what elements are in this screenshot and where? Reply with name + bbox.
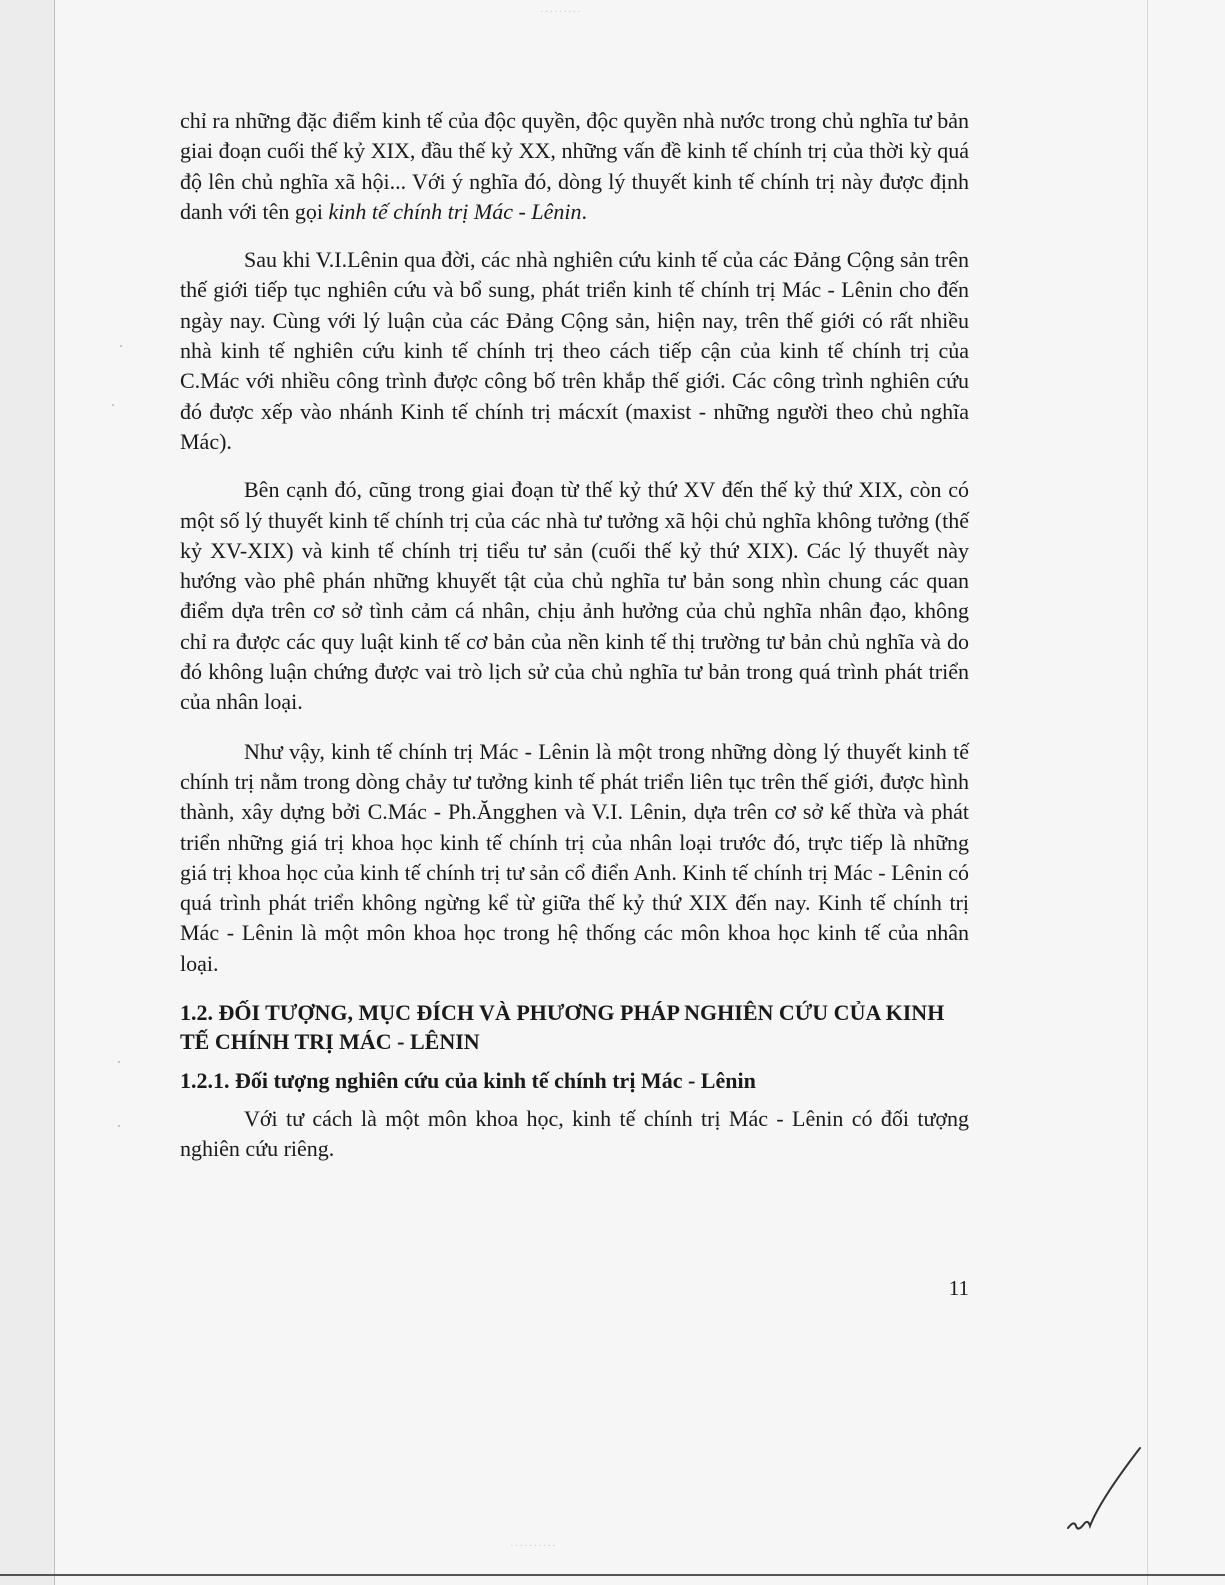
scan-mark-left: · bbox=[118, 336, 124, 356]
paragraph-other-theories: Bên cạnh đó, cũng trong giai đoạn từ thế kỷ thứ XV đến thế kỷ thứ XIX, còn có một số lý thuyết kinh tế chính trị của các nhà tư tưởng xã hội chủ nghĩa không tưởng (thế kỷ XV-XIX) và kinh tế chính trị tiểu tư sản (cuối thế kỷ thứ XIX). Các lý thuyết này hướng vào phê phán những khuyết tật của chủ nghĩa tư bản song nhìn chung các quan điểm dựa trên cơ sở tình cảm cá nhân, chịu ảnh hưởng của chủ nghĩa nhân đạo, không chỉ ra được các quy luật kinh tế cơ bản của nền kinh tế thị trường tư bản chủ nghĩa và do đó không luận chứng được vai trò lịch sử của chủ nghĩa tư bản trong quá trình phát triển của nhân loại. bbox=[180, 477, 969, 715]
paragraph-text: . bbox=[581, 198, 587, 224]
page-number: 11 bbox=[948, 1276, 969, 1300]
paragraph-lenin: Sau khi V.I.Lênin qua đời, các nhà nghiên cứu kinh tế của các Đảng Cộng sản trên thế giới tiếp tục nghiên cứu và bổ sung, phát triển kinh tế chính trị Mác - Lênin cho đến ngày nay. Cùng với lý luận của các Đảng Cộng sản, hiện nay, trên thế giới có rất nhiều nhà kinh tế nghiên cứu kinh tế chính trị theo cách tiếp cận của kinh tế chính trị của C.Mác với nhiều công trình được công bố trên khắp thế giới. Các công trình nghiên cứu đó được xếp vào nhánh Kinh tế chính trị mácxít (maxist - những người theo chủ nghĩa Mác). bbox=[180, 247, 969, 454]
paragraph-conclusion: Như vậy, kinh tế chính trị Mác - Lênin là một trong những dòng lý thuyết kinh tế chính trị nằm trong dòng chảy tư tưởng kinh tế phát triển liên tục trên thế giới, được hình thành, xây dựng bởi C.Mác - Ph.Ăngghen và V.I. Lênin, dựa trên cơ sở kế thừa và phát triển những giá trị khoa học kinh tế chính trị của nhân loại trước đó, trực tiếp là những giá trị khoa học của kinh tế chính trị tư sản cổ điển Anh. Kinh tế chính trị Mác - Lênin có quá trình phát triển không ngừng kể từ giữa thế kỷ thứ XIX đến nay. Kinh tế chính trị Mác - Lênin là một môn khoa học trong hệ thống các môn khoa học kinh tế của nhân loại. bbox=[180, 738, 969, 976]
paragraph-text: chỉ ra những đặc điểm kinh tế của độc quyền, độc quyền nhà nước trong chủ nghĩa tư bản giai đoạn cuối thế kỷ XIX, đầu thế kỷ XX, những vấn đề kinh tế chính trị của thời kỳ quá độ lên chủ nghĩa xã hội... Với ý nghĩa đó, dòng lý thuyết kinh tế chính trị này được định danh với tên gọi bbox=[180, 108, 969, 224]
italic-term: kinh tế chính trị Mác - Lênin bbox=[328, 198, 582, 224]
scan-left-margin bbox=[0, 0, 54, 1585]
scan-right-edge-line bbox=[1147, 0, 1148, 1585]
scan-mark-left: · bbox=[116, 1116, 122, 1136]
subsection-heading: 1.2.1. Đối tượng nghiên cứu của kinh tế chính trị Mác - Lênin bbox=[180, 1068, 756, 1094]
scan-noise-bottom: ·········· bbox=[510, 1540, 557, 1552]
scan-noise-top: ········· bbox=[540, 6, 582, 18]
scan-mark-left: · bbox=[116, 1052, 122, 1072]
paragraph-final: Với tư cách là một môn khoa học, kinh tế chính trị Mác - Lênin có đối tượng nghiên cứu riêng. bbox=[180, 1106, 969, 1162]
page-body bbox=[180, 106, 969, 1165]
scan-mark-left: · bbox=[110, 395, 116, 415]
paragraph-intro bbox=[180, 106, 969, 227]
scan-bottom-edge-line bbox=[0, 1574, 1225, 1576]
scan-left-edge-line bbox=[54, 0, 55, 1585]
section-heading: 1.2. ĐỐI TƯỢNG, MỤC ĐÍCH VÀ PHƯƠNG PHÁP NGHIÊN CỨU CỦA KINH TẾ CHÍNH TRỊ MÁC - LÊNIN bbox=[180, 1000, 945, 1055]
handwritten-mark bbox=[1060, 1440, 1150, 1540]
